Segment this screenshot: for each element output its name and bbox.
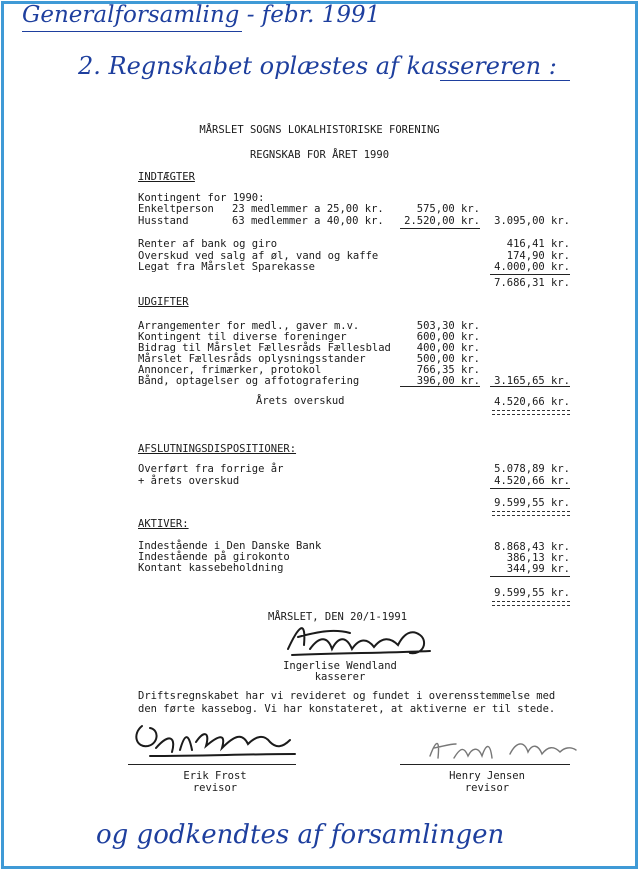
handwritten-header: Generalforsamling - febr. 1991 — [22, 2, 381, 28]
udgift-amount: 766,35 kr. — [416, 364, 480, 376]
revisor-1-role: revisor — [192, 782, 238, 794]
arets-overskud-label: Årets overskud — [256, 395, 345, 407]
enkeltperson-label: Enkeltperson — [138, 203, 214, 215]
husstand-calc: 63 medlemmer a 40,00 kr. — [232, 215, 384, 227]
section-heading-aktiver: AKTIVER: — [138, 518, 189, 530]
section-heading-afslutning: AFSLUTNINGSDISPOSITIONER: — [138, 443, 297, 455]
udgift-amount: 400,00 kr. — [416, 342, 480, 354]
renter-label: Renter af bank og giro — [138, 238, 278, 250]
udgift-amount: 396,00 kr. — [416, 375, 480, 387]
udgifter-total-underline — [490, 386, 570, 387]
header-underline — [22, 31, 242, 32]
udgift-label: Bånd, optagelser og affotografering — [138, 375, 360, 387]
revisor-1-name: Erik Frost — [183, 770, 247, 782]
doc-title: REGNSKAB FOR ÅRET 1990 — [249, 149, 390, 161]
revisor-2-name: Henry Jensen — [449, 770, 525, 782]
date-line: MÅRSLET, DEN 20/1-1991 — [268, 611, 408, 623]
audit-statement-line-2: den førte kassebog. Vi har konstateret, at aktiverne er til stede. — [138, 703, 556, 715]
husstand-label: Husstand — [138, 215, 189, 227]
udgift-label: Kontingent til diverse foreninger — [138, 331, 347, 343]
section-heading-indtaegter: INDTÆGTER — [138, 171, 195, 183]
udgift-label: Mårslet Fællesråds oplysningsstander — [138, 353, 366, 365]
arets-overskud-amount: 4.520,66 kr. — [494, 396, 570, 408]
kontant-label: Kontant kassebeholdning — [138, 562, 284, 574]
udgift-amount: 600,00 kr. — [416, 331, 480, 343]
enkeltperson-calc: 23 medlemmer a 25,00 kr. — [232, 203, 384, 215]
audit-statement-line-1: Driftsregnskabet har vi revideret og fundet i overensstemmelse med — [138, 690, 556, 702]
overfort-label: Overført fra forrige år — [138, 463, 284, 475]
revisor-2-signature — [420, 730, 580, 764]
kasserer-name: Ingerlise Wendland — [283, 660, 397, 672]
udgift-amount: 503,30 kr. — [416, 320, 480, 332]
udgift-amount: 500,00 kr. — [416, 353, 480, 365]
legat-amount: 4.000,00 kr. — [494, 261, 570, 273]
enkeltperson-amount: 575,00 kr. — [416, 203, 480, 215]
note-underline — [440, 80, 570, 81]
legat-label: Legat fra Mårslet Sparekasse — [138, 261, 316, 273]
afslutning-total: 9.599,55 kr. — [494, 497, 570, 509]
org-name: MÅRSLET SOGNS LOKALHISTORISKE FORENING — [199, 124, 440, 136]
arets-double-rule — [492, 410, 570, 415]
aktiver-total: 9.599,55 kr. — [494, 587, 570, 599]
bank-amount: 8.868,43 kr. — [494, 541, 570, 553]
udgifter-underline — [400, 386, 480, 387]
udgifter-total: 3.165,65 kr. — [494, 375, 570, 387]
revisor-2-role: revisor — [464, 782, 510, 794]
legat-underline — [490, 274, 570, 275]
giro-amount: 386,13 kr. — [506, 552, 570, 564]
aktiver-double-rule — [492, 601, 570, 606]
overskud-amount: 174,90 kr. — [506, 250, 570, 262]
kontant-amount: 344,99 kr. — [506, 563, 570, 575]
udgift-label: Annoncer, frimærker, protokol — [138, 364, 322, 376]
plus-overskud-label: + årets overskud — [138, 475, 240, 487]
kontingent-label: Kontingent for 1990: — [138, 192, 265, 204]
handwritten-note: 2. Regnskabet oplæstes af kassereren : — [78, 52, 557, 80]
afslutning-double-rule — [492, 511, 570, 516]
husstand-amount: 2.520,00 kr. — [404, 215, 480, 227]
udgift-label: Arrangementer for medl., gaver m.v. — [138, 320, 360, 332]
handwritten-footer: og godkendtes af forsamlingen — [96, 820, 505, 850]
udgift-label: Bidrag til Mårslet Fællesråds Fællesblad — [138, 342, 391, 354]
kasserer-signature — [280, 615, 440, 663]
overfort-amount: 5.078,89 kr. — [494, 463, 570, 475]
plus-overskud-amount: 4.520,66 kr. — [494, 475, 570, 487]
aktiver-underline — [490, 576, 570, 577]
bank-label: Indestående i Den Danske Bank — [138, 540, 322, 552]
giro-label: Indestående på girokonto — [138, 551, 290, 563]
revisor-1-signature-line — [128, 764, 296, 765]
afslutning-underline — [490, 488, 570, 489]
revisor-2-signature-line — [400, 764, 570, 765]
kontingent-total: 3.095,00 kr. — [494, 215, 570, 227]
husstand-underline — [400, 228, 480, 229]
renter-amount: 416,41 kr. — [506, 238, 570, 250]
revisor-1-signature — [130, 712, 300, 764]
section-heading-udgifter: UDGIFTER — [138, 296, 189, 308]
indtaegter-total: 7.686,31 kr. — [494, 277, 570, 289]
overskud-label: Overskud ved salg af øl, vand og kaffe — [138, 250, 379, 262]
kasserer-role: kasserer — [314, 671, 366, 683]
